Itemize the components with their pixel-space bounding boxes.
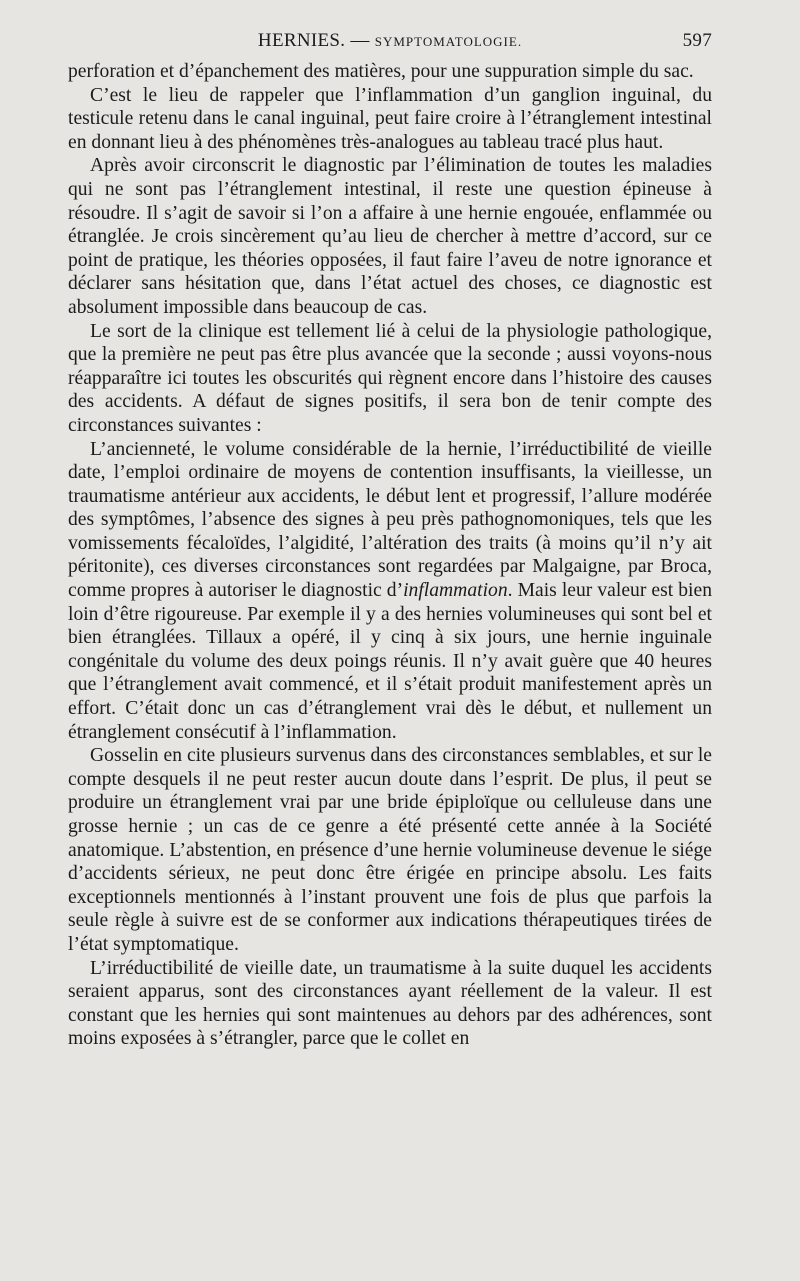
paragraph-3: Après avoir circonscrit le diagnostic par l’élimination de toutes les maladies qui ne sont pas l’étranglement intestinal, il reste une question épineuse à résoudre. Il s’agit de savoir si l’on a affaire à une hernie engouée, enflammée ou étranglée. Je crois sincèrement qu’au lieu de chercher à mettre d’accord, sur ce point de pratique, les théories opposées, il faut faire l’aveu de notre ignorance et déclarer sans hésitation que, dans l’état actuel des choses, ce diagnostic est absolument impossible dans beaucoup de cas.	[68, 155, 712, 318]
running-head-dash: —	[350, 30, 370, 51]
paragraph-5-part-2: . Mais leur valeur est bien loin d’être rigoureuse. Par exemple il y a des hernies volumineuses qui sont bel et bien étranglées. Tillaux a opéré, il y cinq à six jours, une hernie inguinale congénitale du volume des deux poings réunis. Il n’y avait guère que 40 heures que l’étranglement avait commencé, et il s’était produit manifestement après un effort. C’était donc un cas d’étranglement vrai dès le début, et nullement un étranglement consécutif à l’inflammation.	[68, 580, 712, 743]
paragraph-6: Gosselin en cite plusieurs survenus dans des circonstances semblables, et sur le compte desquels il ne peut rester aucun doute dans l’esprit. De plus, il peut se produire un étranglement vrai par une bride épiploïque ou celluleuse dans une grosse hernie ; un cas de ce genre a été présenté cette année à la Société anatomique. L’abstention, en présence d’une hernie volumineuse devenue le siége d’accidents sérieux, ne peut donc être érigée en principe absolu. Les faits exceptionnels mentionnés à l’instant prouvent une fois de plus que parfois la seule règle à suivre est de se conformer aux indications thérapeutiques tirées de l’état symptomatique.	[68, 745, 712, 955]
paragraph-7: L’irréductibilité de vieille date, un traumatisme à la suite duquel les accidents seraient apparus, sont des circonstances ayant réellement de la valeur. Il est constant que les hernies qui sont maintenues au dehors par des adhérences, sont moins exposées à s’étrangler, parce que le collet en	[68, 957, 712, 1050]
paragraph-5-italic: inflammation	[403, 580, 508, 602]
paragraph-1: perforation et d’épanchement des matières, pour une suppuration simple du sac.	[68, 61, 694, 82]
running-head-title: HERNIES.	[257, 30, 346, 51]
page-number: 597	[682, 30, 712, 51]
body-text	[68, 60, 712, 1051]
paragraph-5	[68, 438, 712, 745]
paragraph-4: Le sort de la clinique est tellement lié à celui de la physiologie pathologique, que la première ne peut pas être plus avancée que la seconde ; aussi voyons-nous réapparaître ici toutes les obscurités qui règnent encore dans l’histoire des causes des accidents. A défaut de signes positifs, il sera bon de tenir compte des circonstances suivantes :	[68, 320, 712, 436]
paragraph-5-part-1: L’ancienneté, le volume considérable de la hernie, l’irréductibilité de vieille date, l’emploi ordinaire de moyens de contention insuffisants, la vieillesse, un traumatisme antérieur aux accidents, le début lent et progressif, l’allure modérée des symptômes, l’absence des signes à peu près pathognomoniques, tels que les vomissements fécaloïdes, l’algidité, l’altération des traits (à moins qu’il n’y ait péritonite), ces diverses circonstances sont regardées par Malgaigne, par Broca, comme propres à autoriser le diagnostic d’	[68, 438, 712, 602]
paragraph-2: C’est le lieu de rappeler que l’inflammation d’un ganglion inguinal, du testicule retenu dans le canal inguinal, peut faire croire à l’étranglement intestinal en donnant lieu à des phénomènes très-analogues au tableau tracé plus haut.	[68, 84, 712, 153]
running-head	[68, 30, 712, 60]
running-head-section: SYMPTOMATOLOGIE.	[374, 34, 523, 49]
